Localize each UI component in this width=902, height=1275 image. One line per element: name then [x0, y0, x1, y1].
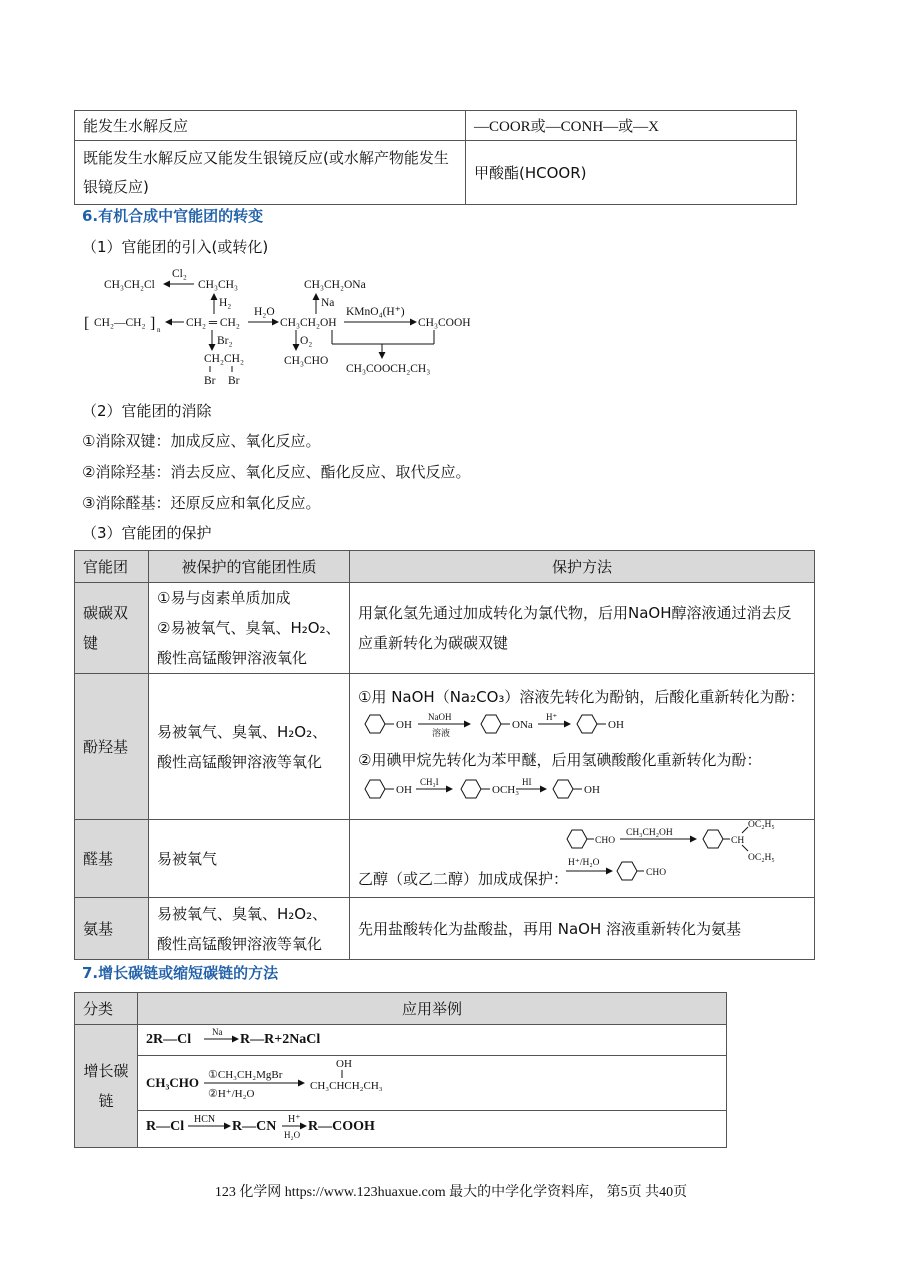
phenol-method-1: ①用 NaOH（Na₂CO₃）溶液先转化为酚钠，后酸化重新转化为酚： — [358, 687, 805, 706]
oh-label: OH — [396, 718, 412, 731]
svg-text:]: ] — [150, 315, 156, 332]
cyanide-left: R—Cl — [146, 1119, 185, 1134]
alkene-prop-2: ②易被氧气、臭氧、H₂O₂、酸性高锰酸钾溶液氧化 — [157, 619, 341, 667]
aldehyde-method — [350, 820, 815, 898]
elimination-item: ③消除醛基：还原反应和氧化反应。 — [82, 494, 321, 512]
group-amine: 氨基 — [75, 898, 149, 960]
equation-grignard — [146, 1056, 426, 1106]
example-3 — [138, 1111, 727, 1148]
phenol-equation-1 — [358, 709, 658, 741]
grignard-product: CH₃CHCH₂CH₃ — [310, 1080, 383, 1092]
wurtz-reagent: Na — [212, 1027, 223, 1037]
section-7-title: 7.增长碳链或缩短碳链的方法 — [82, 964, 279, 982]
kmno4-label: KMnO₄(H⁺) — [346, 306, 405, 318]
br-label: Br — [228, 375, 240, 387]
group-cell: 甲酸酯(HCOOR) — [466, 141, 797, 205]
oh-label: OH — [608, 718, 624, 731]
property-cell: 既能发生水解反应又能发生银镜反应(或水解产物能发生银镜反应) — [75, 141, 466, 205]
reagent-hcn: HCN — [194, 1114, 216, 1125]
ethylene-label: CH₂ ═ CH₂ — [186, 317, 240, 329]
conversion-scheme — [82, 262, 482, 394]
property-cell: 能发生水解反应 — [75, 111, 466, 141]
equation-cyanide — [146, 1111, 426, 1143]
phenol-method — [350, 674, 815, 820]
header-group: 官能团 — [75, 551, 149, 583]
section-6-title: 6.有机合成中官能团的转变 — [82, 207, 264, 225]
wurtz-right: R—R+2NaCl — [240, 1032, 321, 1047]
h2-label: H₂ — [219, 297, 232, 309]
phenol-equation-2 — [358, 775, 658, 805]
reagent-h: H⁺ — [288, 1114, 301, 1125]
alkene-prop-1: ①易与卤素单质加成 — [157, 589, 291, 607]
grignard-reagent-bottom: ②H⁺/H₂O — [208, 1088, 255, 1100]
ethanol-label: CH₃CH₂OH — [280, 317, 337, 329]
reagent-naoh: NaOH — [428, 711, 452, 722]
polymer-label: CH₂—CH₂ — [94, 317, 146, 329]
group-aldehyde: 醛基 — [75, 820, 149, 898]
aldehyde-method-text: 乙醇（或乙二醇）加成成保护： — [358, 870, 569, 888]
oc2h5-label: OC₂H₅ — [748, 820, 775, 830]
grignard-left: CH₃CHO — [146, 1075, 200, 1090]
header-method: 保护方法 — [350, 551, 815, 583]
cho-label: CHO — [646, 868, 667, 878]
aldehyde-property: 易被氧气 — [149, 820, 350, 898]
cyanide-mid: R—CN — [232, 1119, 277, 1134]
och3-label: OCH₃ — [492, 783, 520, 796]
grignard-oh: OH — [336, 1058, 352, 1070]
grignard-reagent-top: ①CH₃CH₂MgBr — [208, 1069, 283, 1081]
ch3ch2ona-label: CH₃CH₂ONa — [304, 279, 366, 291]
phenol-method-2: ②用碘甲烷先转化为苯甲醚，后用氢碘酸酸化重新转化为酚： — [358, 750, 762, 769]
h2o-label: H₂O — [254, 306, 275, 318]
na-label: Na — [321, 297, 335, 309]
acid-h-label: H⁺ — [546, 711, 558, 722]
alkene-property — [149, 583, 350, 674]
reagent-solution: 溶液 — [432, 727, 451, 738]
ona-label: ONa — [512, 718, 533, 731]
svg-text:[: [ — [84, 315, 90, 332]
reagent-back: H⁺/H₂O — [568, 858, 600, 868]
carbon-chain-table — [74, 992, 727, 1148]
elimination-item: ①消除双键：加成反应、氧化反应。 — [82, 432, 321, 450]
reagent-ethanol: CH₃CH₂OH — [626, 828, 673, 838]
ch3ch3-label: CH₃CH₃ — [198, 279, 238, 291]
header-example: 应用举例 — [138, 993, 727, 1025]
aldehyde-equation — [558, 820, 798, 896]
n-subscript: n — [157, 326, 161, 334]
reagent-ch3i: CH₃I — [420, 776, 439, 787]
wurtz-left: 2R—Cl — [146, 1032, 192, 1047]
subheading-protection: （3）官能团的保护 — [82, 524, 212, 542]
br-label: Br — [204, 375, 216, 387]
example-1 — [138, 1025, 727, 1056]
alkene-method: 用氯化氢先通过加成转化为氯代物，后用NaOH醇溶液通过消去反应重新转化为碳碳双键 — [350, 583, 815, 674]
oh-label: OH — [584, 783, 600, 796]
header-property: 被保护的官能团性质 — [149, 551, 350, 583]
phenol-property: 易被氧气、臭氧、H₂O₂、酸性高锰酸钾溶液等氧化 — [149, 674, 350, 820]
amine-property: 易被氧气、臭氧、H₂O₂、酸性高锰酸钾溶液等氧化 — [149, 898, 350, 960]
group-alkene: 碳碳双键 — [75, 583, 149, 674]
protection-table — [74, 550, 815, 960]
cl2-label: Cl₂ — [172, 268, 187, 280]
oh-label: OH — [396, 783, 412, 796]
category-lengthen: 增长碳链 — [75, 1025, 138, 1148]
ester-label: CH₃COOCH₂CH₃ — [346, 363, 431, 375]
acetaldehyde-label: CH₃CHO — [284, 355, 329, 367]
example-2 — [138, 1056, 727, 1111]
br2-label: Br₂ — [217, 335, 233, 347]
group-phenol: 酚羟基 — [75, 674, 149, 820]
group-cell: —COOR或—CONH—或—X — [466, 111, 797, 141]
functional-group-property-table — [74, 110, 797, 205]
cho-label: CHO — [595, 836, 616, 846]
o2-label: O₂ — [300, 335, 313, 347]
ch-label: CH — [731, 836, 745, 846]
acetic-acid-label: CH₃COOH — [418, 317, 471, 329]
page-footer: 123 化学网 https://www.123huaxue.com 最大的中学化学资料库， 第5页 共40页 — [214, 1185, 688, 1200]
reagent-hi: HI — [522, 776, 532, 787]
elimination-item: ②消除羟基：消去反应、氧化反应、酯化反应、取代反应。 — [82, 463, 471, 481]
dibromo-label: CH₂CH₂ — [204, 353, 244, 365]
ch3ch2cl-label: CH₃CH₂Cl — [104, 279, 155, 291]
subheading-introduction: （1）官能团的引入(或转化) — [82, 238, 269, 256]
oc2h5-label: OC₂H₅ — [748, 853, 775, 863]
equation-wurtz — [146, 1025, 406, 1051]
cyanide-right: R—COOH — [308, 1119, 375, 1134]
amine-method: 先用盐酸转化为盐酸盐，再用 NaOH 溶液重新转化为氨基 — [350, 898, 815, 960]
subheading-elimination: （2）官能团的消除 — [82, 402, 212, 420]
header-category: 分类 — [75, 993, 138, 1025]
reagent-h2o: H₂O — [284, 1130, 301, 1140]
